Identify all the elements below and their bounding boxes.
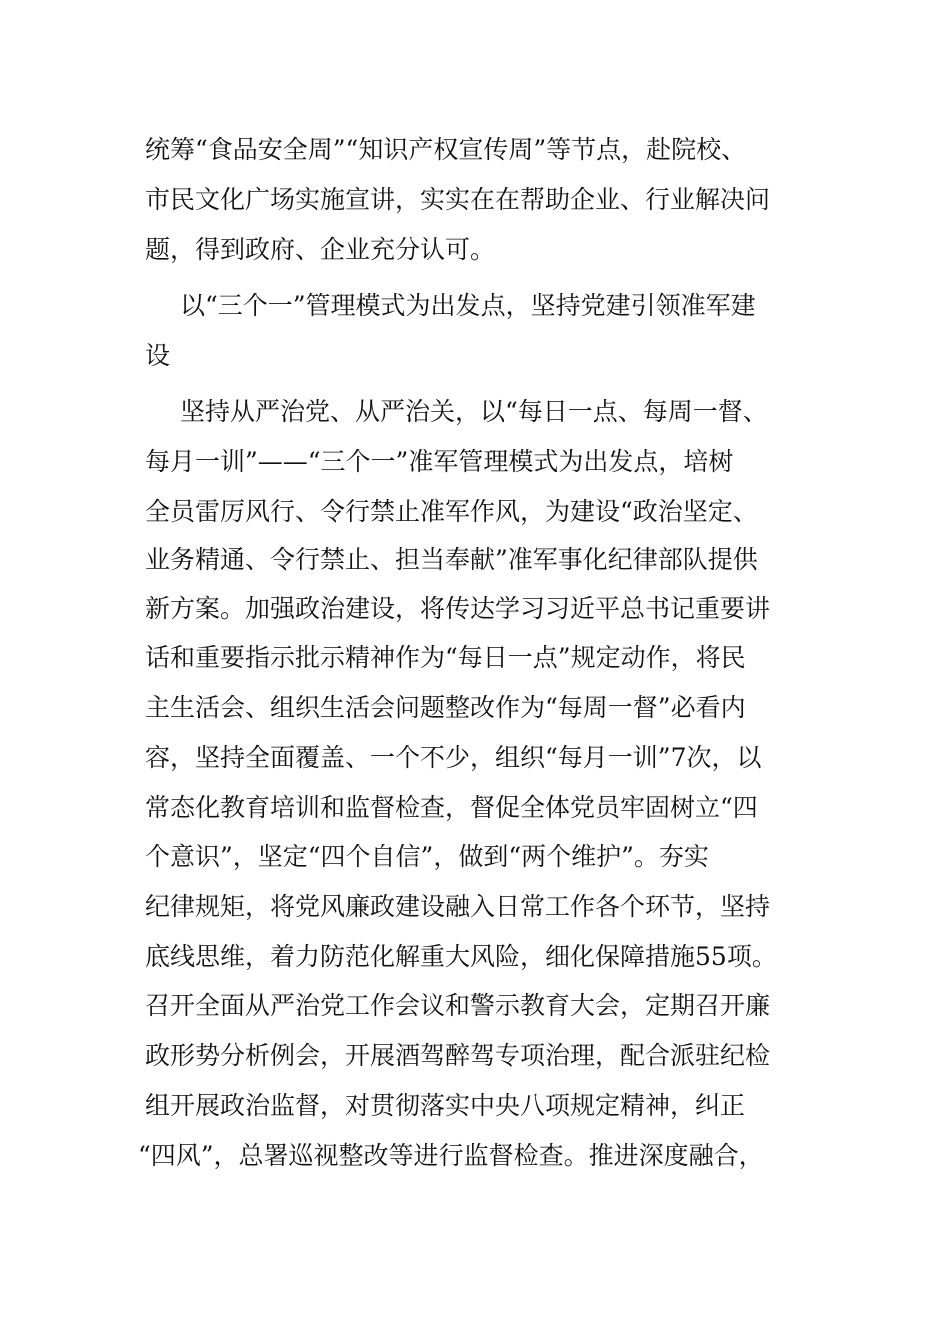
paragraph-line: 新方案。加强政治建设，将传达学习习近平总书记重要讲 (145, 594, 771, 623)
section-heading-line: 以“三个一”管理模式为出发点，坚持党建引领准军建 (180, 291, 756, 320)
paragraph-line: 话和重要指示批示精神作为“每日一点”规定动作，将民 (145, 643, 746, 672)
paragraph-line: 召开全面从严治党工作会议和警示教育大会，定期召开廉 (145, 991, 771, 1020)
paragraph-line: 统筹“食品安全周”“知识产权宣传周”等节点，赴院校、 (145, 135, 747, 164)
paragraph-line: 题，得到政府、企业充分认可。 (145, 235, 496, 264)
paragraph-line: 业务精通、令行禁止、担当奉献”准军事化纪律部队提供 (145, 545, 758, 574)
paragraph-line: 政形势分析例会，开展酒驾醉驾专项治理，配合派驻纪检 (145, 1041, 771, 1070)
paragraph-line: 组开展政治监督，对贯彻落实中央八项规定精神，纠正 (145, 1091, 746, 1120)
section-heading-line: 设 (145, 341, 171, 370)
paragraph-line: 常态化教育培训和监督检查，督促全体党员牢固树立“四 (145, 793, 758, 822)
paragraph-line: 坚持从严治党、从严治关，以“每日一点、每周一督、 (180, 397, 768, 426)
paragraph-line: 纪律规矩，将党风廉政建设融入日常工作各个环节，坚持 (145, 892, 771, 921)
paragraph-line: 个意识”，坚定“四个自信”，做到“两个维护”。夯实 (145, 842, 709, 871)
paragraph-line: 全员雷厉风行、令行禁止准军作风，为建设“政治坚定、 (145, 497, 758, 526)
paragraph-line: “四风”，总署巡视整改等进行监督检查。推进深度融合， (138, 1141, 764, 1170)
paragraph-line: 底线思维，着力防范化解重大风险，细化保障措施55项。 (145, 942, 777, 971)
paragraph-line: 每月一训”——“三个一”准军管理模式为出发点，培树 (145, 447, 734, 476)
paragraph-line: 容，坚持全面覆盖、一个不少，组织“每月一训”7次，以 (145, 743, 762, 772)
paragraph-line: 主生活会、组织生活会问题整改作为“每周一督”必看内 (145, 693, 746, 722)
paragraph-line: 市民文化广场实施宣讲，实实在在帮助企业、行业解决问 (145, 185, 771, 214)
